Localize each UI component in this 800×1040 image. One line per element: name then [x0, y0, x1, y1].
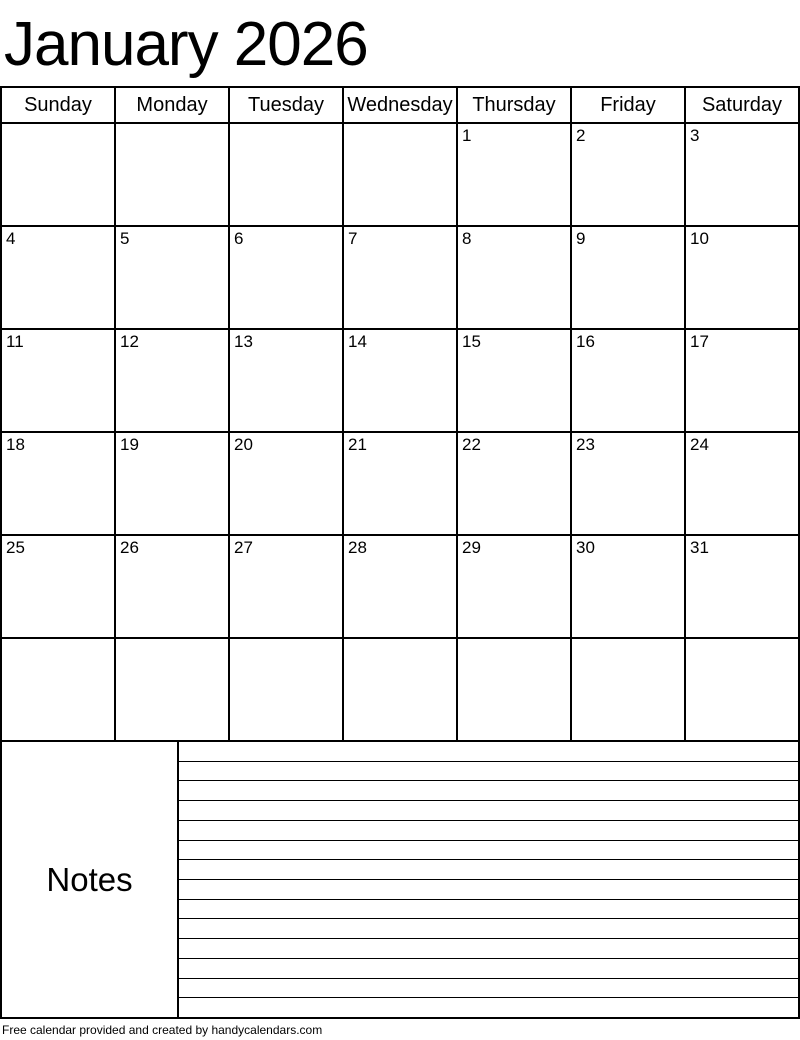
empty-day-cell	[343, 123, 457, 226]
day-cell	[571, 535, 685, 638]
day-cell	[229, 535, 343, 638]
day-number: 15	[462, 332, 481, 351]
day-cell	[115, 432, 229, 535]
day-number: 13	[234, 332, 253, 351]
day-cell	[115, 535, 229, 638]
day-number: 25	[6, 538, 25, 557]
day-cell	[457, 535, 571, 638]
weekday-header-tuesday: Tuesday	[229, 87, 343, 123]
day-cell	[1, 329, 115, 432]
day-cell	[343, 329, 457, 432]
week-row	[1, 123, 799, 226]
day-number: 30	[576, 538, 595, 557]
day-number: 18	[6, 435, 25, 454]
empty-day-cell	[115, 638, 229, 741]
empty-day-cell	[229, 638, 343, 741]
note-ruled-line	[179, 801, 798, 821]
weekday-header-friday: Friday	[571, 87, 685, 123]
day-number: 21	[348, 435, 367, 454]
day-cell	[685, 226, 799, 329]
day-number: 16	[576, 332, 595, 351]
notes-ruled-area	[179, 742, 798, 1017]
notes-section	[0, 742, 800, 1019]
day-cell	[571, 123, 685, 226]
day-cell	[685, 432, 799, 535]
day-cell	[571, 432, 685, 535]
note-ruled-line	[179, 860, 798, 880]
weekday-header-sunday: Sunday	[1, 87, 115, 123]
calendar-grid	[0, 86, 800, 742]
day-number: 10	[690, 229, 709, 248]
page-title: January 2026	[4, 10, 368, 79]
day-cell	[229, 226, 343, 329]
weekday-header-wednesday: Wednesday	[343, 87, 457, 123]
note-ruled-line	[179, 919, 798, 939]
day-cell	[343, 432, 457, 535]
week-row	[1, 432, 799, 535]
day-number: 23	[576, 435, 595, 454]
footer-credit: Free calendar provided and created by handycalendars.com	[2, 1023, 323, 1037]
day-cell	[229, 432, 343, 535]
day-cell	[115, 226, 229, 329]
day-number: 5	[120, 229, 130, 248]
day-number: 1	[462, 126, 472, 145]
weekday-header-saturday: Saturday	[685, 87, 799, 123]
day-number: 9	[576, 229, 586, 248]
note-ruled-line	[179, 959, 798, 979]
day-cell	[343, 226, 457, 329]
day-cell	[1, 432, 115, 535]
day-cell	[685, 329, 799, 432]
note-ruled-line	[179, 979, 798, 999]
day-number: 7	[348, 229, 358, 248]
note-ruled-line	[179, 762, 798, 782]
day-cell	[457, 123, 571, 226]
weekday-header-thursday: Thursday	[457, 87, 571, 123]
day-cell	[1, 535, 115, 638]
day-cell	[457, 226, 571, 329]
day-number: 22	[462, 435, 481, 454]
day-cell	[571, 226, 685, 329]
day-number: 31	[690, 538, 709, 557]
day-cell	[115, 329, 229, 432]
empty-day-cell	[685, 638, 799, 741]
week-row	[1, 226, 799, 329]
day-number: 3	[690, 126, 700, 145]
notes-label: Notes	[46, 860, 133, 898]
empty-day-cell	[571, 638, 685, 741]
empty-day-cell	[457, 638, 571, 741]
empty-day-cell	[1, 123, 115, 226]
day-number: 2	[576, 126, 586, 145]
notes-label-box	[2, 742, 179, 1017]
note-ruled-line	[179, 939, 798, 959]
day-cell	[685, 535, 799, 638]
day-number: 19	[120, 435, 139, 454]
note-ruled-line	[179, 900, 798, 920]
day-cell	[571, 329, 685, 432]
note-ruled-line	[179, 998, 798, 1017]
day-number: 12	[120, 332, 139, 351]
note-ruled-line	[179, 742, 798, 762]
day-number: 6	[234, 229, 244, 248]
weekday-header-monday: Monday	[115, 87, 229, 123]
day-number: 4	[6, 229, 16, 248]
weekday-header-row	[1, 87, 799, 123]
day-cell	[1, 226, 115, 329]
day-number: 26	[120, 538, 139, 557]
day-number: 29	[462, 538, 481, 557]
week-row	[1, 638, 799, 741]
week-row	[1, 535, 799, 638]
empty-day-cell	[229, 123, 343, 226]
day-number: 20	[234, 435, 253, 454]
empty-day-cell	[115, 123, 229, 226]
day-number: 28	[348, 538, 367, 557]
empty-day-cell	[1, 638, 115, 741]
note-ruled-line	[179, 880, 798, 900]
day-number: 27	[234, 538, 253, 557]
note-ruled-line	[179, 841, 798, 861]
day-number: 11	[6, 332, 24, 351]
day-cell	[457, 432, 571, 535]
day-cell	[457, 329, 571, 432]
day-cell	[685, 123, 799, 226]
day-cell	[229, 329, 343, 432]
week-row	[1, 329, 799, 432]
day-number: 17	[690, 332, 709, 351]
day-number: 8	[462, 229, 472, 248]
note-ruled-line	[179, 781, 798, 801]
day-number: 24	[690, 435, 709, 454]
day-cell	[343, 535, 457, 638]
note-ruled-line	[179, 821, 798, 841]
empty-day-cell	[343, 638, 457, 741]
day-number: 14	[348, 332, 367, 351]
